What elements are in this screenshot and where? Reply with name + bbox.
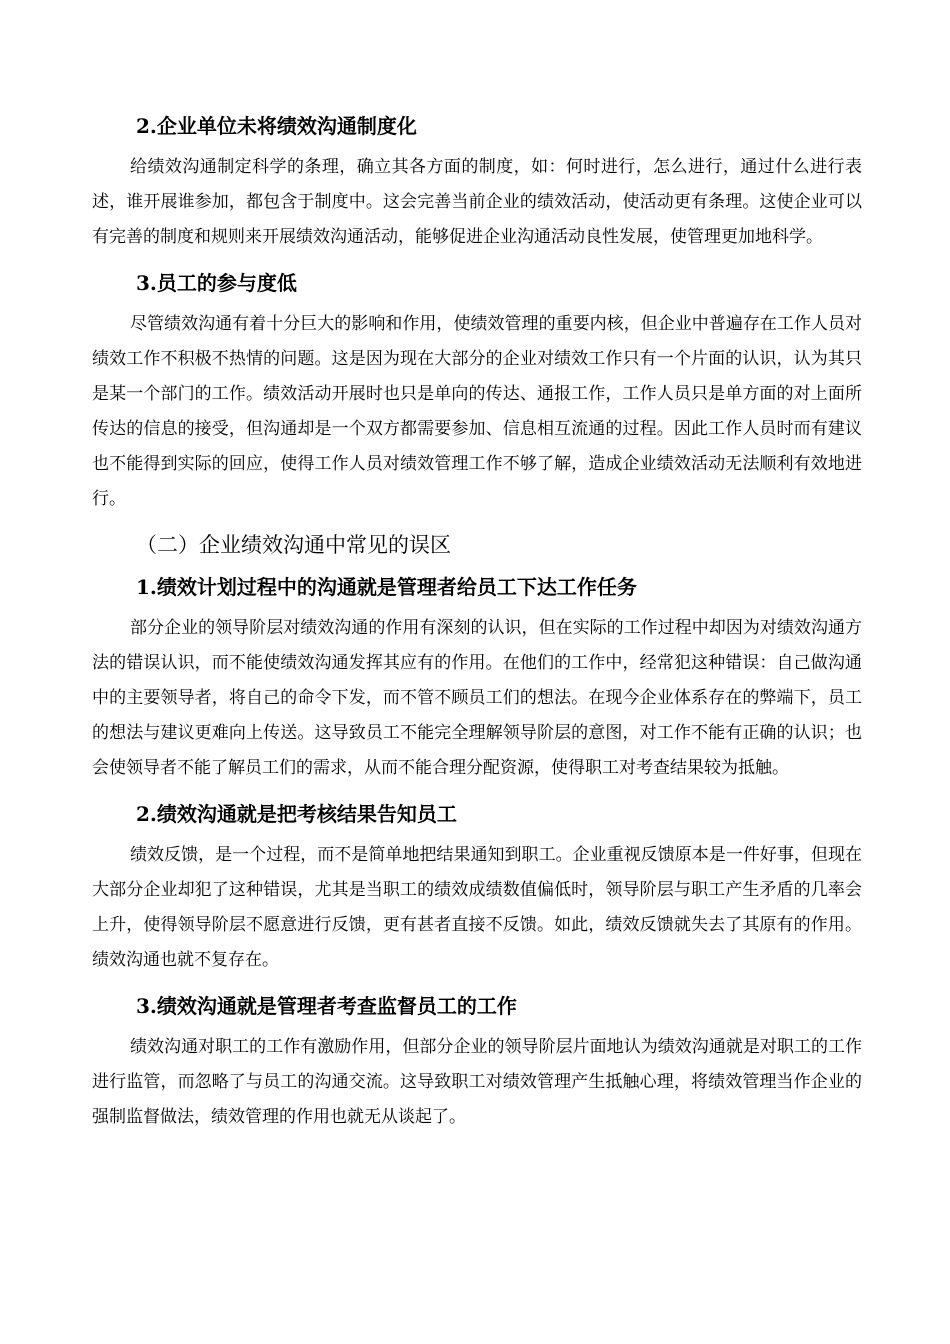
section-heading-common-misconceptions: （二）企业绩效沟通中常见的误区 (136, 533, 451, 557)
document-body (92, 108, 862, 1145)
heading-misconception-informing-results: 2.绩效沟通就是把考核结果告知员工 (136, 802, 457, 826)
heading-misconception-supervision: 3.绩效沟通就是管理者考查监督员工的工作 (136, 994, 517, 1018)
heading-misconception-assigning-tasks: 1.绩效计划过程中的沟通就是管理者给员工下达工作任务 (136, 575, 637, 599)
heading-system-not-institutionalized: 2.企业单位未将绩效沟通制度化 (136, 114, 417, 138)
paragraph-misconception-assigning-tasks: 部分企业的领导阶层对绩效沟通的作用有深刻的认识，但在实际的工作过程中却因为对绩效沟通方法的错误认识，而不能使绩效沟通发挥其应有的作用。在他们的工作中，经常犯这种错误：自己做沟通中的主要领导者，将自己的命令下发，而不管不顾员工们的想法。在现今企业体系存在的弊端下，员工的想法与建议更难向上传送。这导致员工不能完全理解领导阶层的意图，对工作不能有正确的认识；也会使领导者不能了解员工们的需求，从而不能合理分配资源，使得职工对考查结果较为抵触。 (92, 618, 862, 778)
heading-low-participation: 3.员工的参与度低 (136, 271, 297, 295)
paragraph-low-participation: 尽管绩效沟通有着十分巨大的影响和作用，使绩效管理的重要内核，但企业中普遍存在工作人员对绩效工作不积极不热情的问题。这是因为现在大部分的企业对绩效工作只有一个片面的认识，认为其只是某一个部门的工作。绩效活动开展时也只是单向的传达、通报工作，工作人员只是单方面的对上面所传达的信息的接受，但沟通却是一个双方都需要参加、信息相互流通的过程。因此工作人员时而有建议也不能得到实际的回应，使得工作人员对绩效管理工作不够了解，造成企业绩效活动无法顺利有效地进行。 (92, 314, 862, 509)
paragraph-system-not-institutionalized: 给绩效沟通制定科学的条理，确立其各方面的制度，如：何时进行，怎么进行，通过什么进行表述，谁开展谁参加，都包含于制度中。这会完善当前企业的绩效活动，使活动更有条理。这使企业可以有完善的制度和规则来开展绩效沟通活动，能够促进企业沟通活动良性发展，使管理更加地科学。 (92, 157, 862, 247)
paragraph-misconception-informing-results: 绩效反馈，是一个过程，而不是简单地把结果通知到职工。企业重视反馈原本是一件好事，但现在大部分企业却犯了这种错误，尤其是当职工的绩效成绩数值偏低时，领导阶层与职工产生矛盾的几率会上升，使得领导阶层不愿意进行反馈，更有甚者直接不反馈。如此，绩效反馈就失去了其原有的作用。绩效沟通也就不复存在。 (92, 845, 862, 970)
paragraph-misconception-supervision: 绩效沟通对职工的工作有激励作用，但部分企业的领导阶层片面地认为绩效沟通就是对职工的工作进行监管，而忽略了与员工的沟通交流。这导致职工对绩效管理产生抵触心理，将绩效管理当作企业的强制监督做法，绩效管理的作用也就无从谈起了。 (92, 1037, 862, 1127)
